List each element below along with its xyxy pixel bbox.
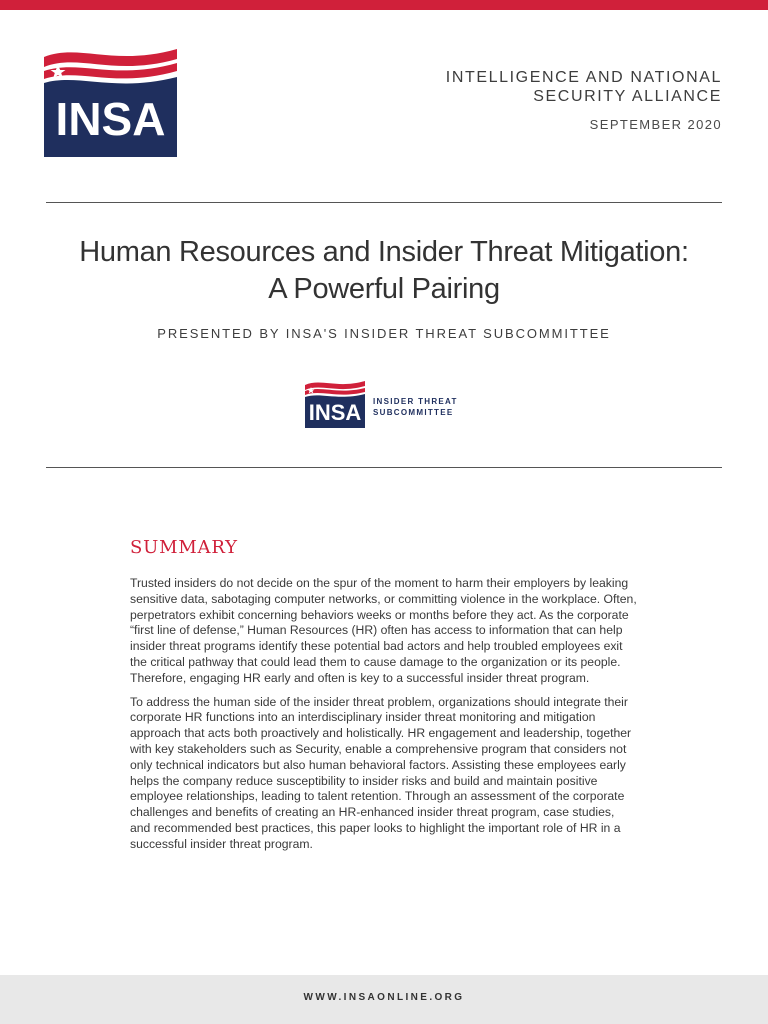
presented-by: PRESENTED BY INSA'S INSIDER THREAT SUBCOMMITTEE	[157, 326, 611, 341]
website-link[interactable]: WWW.INSAONLINE.ORG	[303, 992, 465, 1003]
summary-paragraph-1: Trusted insiders do not decide on the spur of the moment to harm their employers by leaking sensitive data, sabotaging computer networks, or committing violence in the workplace. Often, perpetrators exhibit concerning behaviors weeks or months before they act. As the corporate “first line of defense,” Human Resources (HR) often has access to information that can help insider threat programs identify these potential bad actors and help troubled employees exit the critical pathway that could lead them to cause damage to the organization or its people. Therefore, engaging HR early and often is key to a successful insider threat program.	[130, 576, 637, 685]
subcommittee-label-line-2: SUBCOMMITTEE	[373, 408, 454, 417]
org-block	[422, 68, 722, 132]
summary-paragraph-2: To address the human side of the insider threat problem, organizations should integrate their corporate HR functions into an interdisciplinary insider threat monitoring and mitigation approach that acts both proactively and holistically. HR engagement and leadership, together with key stakeholders such as Security, enable a comprehensive program that considers not only technical indicators but also human behavioral factors. Assisting these employees early helps the company reduce susceptibility to insider risks and build and maintain positive employee relationships, leading to talent retention. Through an assessment of the corporate challenges and benefits of creating an HR-enhanced insider threat program, case studies, and recommended best practices, this paper looks to highlight the important role of HR in a successful insider threat program.	[130, 694, 632, 851]
org-name: INTELLIGENCE AND NATIONAL SECURITY ALLIANCE	[445, 69, 722, 105]
subcommittee-label	[373, 396, 458, 418]
title-line-2: A Powerful Pairing	[268, 273, 500, 305]
footer	[0, 975, 768, 1024]
logo-wordmark: INSA	[55, 93, 166, 145]
title-line-1: Human Resources and Insider Threat Mitigation:	[79, 236, 689, 268]
subcommittee-logo	[305, 379, 365, 428]
divider-top	[46, 202, 722, 203]
subcommittee-label-line-1: INSIDER THREAT	[373, 397, 458, 406]
insa-logo	[44, 45, 177, 157]
summary-body	[130, 576, 638, 861]
divider-bottom	[46, 467, 722, 468]
publication-date: SEPTEMBER 2020	[589, 117, 722, 132]
top-accent-bar	[0, 0, 768, 10]
page-title	[20, 234, 748, 308]
logo-small-wordmark: INSA	[308, 400, 362, 425]
summary-heading: SUMMARY	[130, 537, 238, 558]
